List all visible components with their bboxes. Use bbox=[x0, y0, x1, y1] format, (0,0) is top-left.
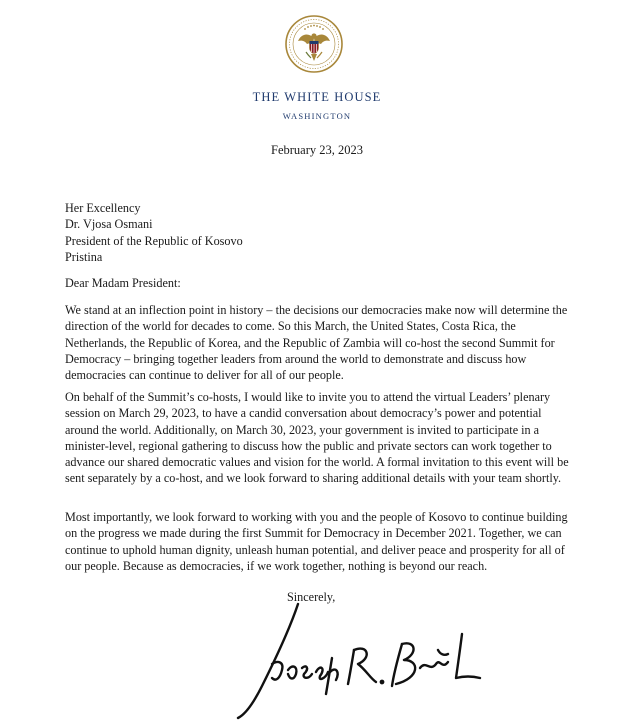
presidential-seal-icon bbox=[284, 14, 344, 74]
body-paragraph: We stand at an inflection point in history – the decisions our democracies make now will determine the direction of the world for decades to come. So this March, the United States, Costa Rica, the Netherlands, the Republic of Korea, and the Republic of Zambia will co-host the second Summit for Democracy – bringing together leaders from around the world to demonstrate and discuss how democracies can continue to deliver for all of our people. bbox=[65, 303, 568, 383]
recipient-line: Dr. Vjosa Osmani bbox=[65, 217, 153, 232]
closing: Sincerely, bbox=[287, 590, 336, 604]
recipient-line: President of the Republic of Kosovo bbox=[65, 233, 243, 248]
body-paragraph: On behalf of the Summit’s co-hosts, I would like to invite you to attend the virtual Leaders’ plenary session on March 29, 2023, to have a candid conversation about democracy’s power and potential around the world. Additionally, on March 30, 2023, your government is invited to participate in a minister-level, regional gathering to discuss how the public and private sectors can work together to advance our shared democratic values and vision for the world. A formal invitation to this event will be sent separately by a co-host, and we look forward to sharing additional details with your team shortly. bbox=[65, 390, 569, 486]
recipient-line: Pristina bbox=[65, 249, 103, 264]
recipient-line: Her Excellency bbox=[65, 201, 141, 215]
salutation: Dear Madam President: bbox=[65, 276, 181, 290]
letterhead-title: THE WHITE HOUSE bbox=[252, 90, 382, 104]
handwritten-signature-icon bbox=[232, 598, 482, 721]
recipient-address bbox=[65, 200, 243, 265]
body-paragraph: Most importantly, we look forward to working with you and the people of Kosovo to continue building on the progress we made during the first Summit for Democracy in December 2021. Together, we can continue to uphold human dignity, unleash human potential, and deliver peace and prosperity for all of our people. Because as democracies, if we work together, nothing is beyond our reach. bbox=[65, 510, 568, 573]
letter-date: February 23, 2023 bbox=[271, 143, 363, 157]
letterhead-subtitle: WASHINGTON bbox=[282, 111, 352, 121]
